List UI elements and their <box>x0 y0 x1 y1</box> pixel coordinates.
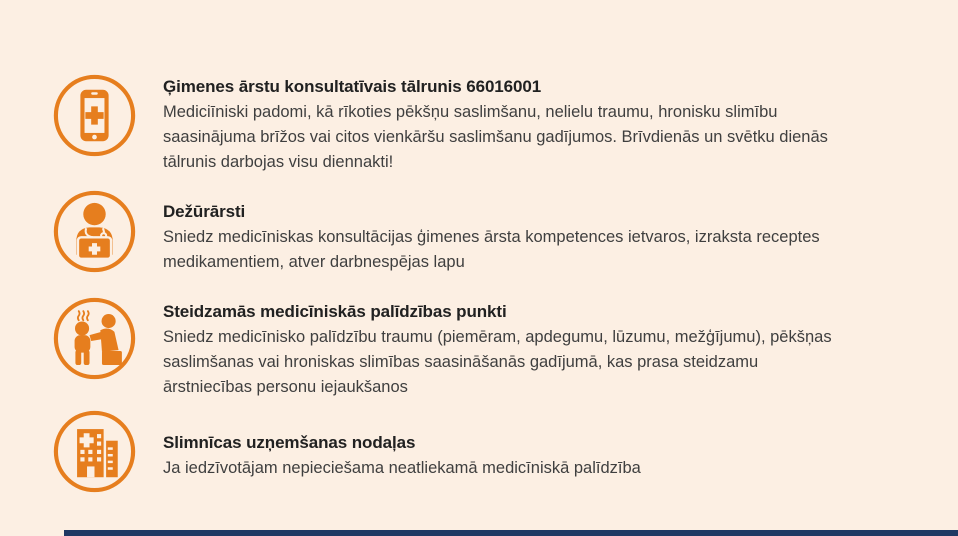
section-description: Mediciīniski padomi, kā rīkoties pēkšņu saslimšanu, nelielu traumu, hronisku slimību saasinājuma brīžos vai citos vienkāršu saslimšanu gadījumos. Brīvdienās un svētku dienās tālrunis darbojas visu diennakti! <box>163 103 828 171</box>
medical-phone-icon <box>53 74 136 157</box>
hospital-building-icon <box>53 410 136 493</box>
section-urgent-aid-points <box>53 295 835 400</box>
section-hospital-admission <box>53 408 641 493</box>
section-description: Ja iedzīvotājam nepieciešama neatliekamā medicīniskā palīdzība <box>163 459 641 477</box>
section-description: Sniedz medicīnisko palīdzību traumu (piemēram, apdegumu, lūzumu, mežģījumu), pēkšņas saslimšanas vai hroniskas slimības saasināšanās gadījumā, kas prasa steidzamu ārstniecības personu iejaukšanos <box>163 328 832 396</box>
patient-examination-icon <box>53 297 136 380</box>
section-text <box>163 200 835 275</box>
section-title: Steidzamās medicīniskās palīdzības punkti <box>163 302 507 321</box>
section-text <box>163 75 835 175</box>
section-text <box>163 300 835 400</box>
section-title: Dežūrārsti <box>163 202 246 221</box>
doctor-icon <box>53 190 136 273</box>
section-duty-doctors <box>53 189 835 275</box>
section-text <box>163 431 641 481</box>
bottom-accent-bar <box>64 530 958 536</box>
section-phone-consultation <box>53 72 835 175</box>
section-title: Slimnīcas uzņemšanas nodaļas <box>163 433 416 452</box>
section-title: Ģimenes ārstu konsultatīvais tālrunis 66016001 <box>163 77 542 96</box>
section-description: Sniedz medicīniskas konsultācijas ģimenes ārsta kompetences ietvaros, izraksta receptes medikamentiem, atver darbnespējas lapu <box>163 228 820 271</box>
